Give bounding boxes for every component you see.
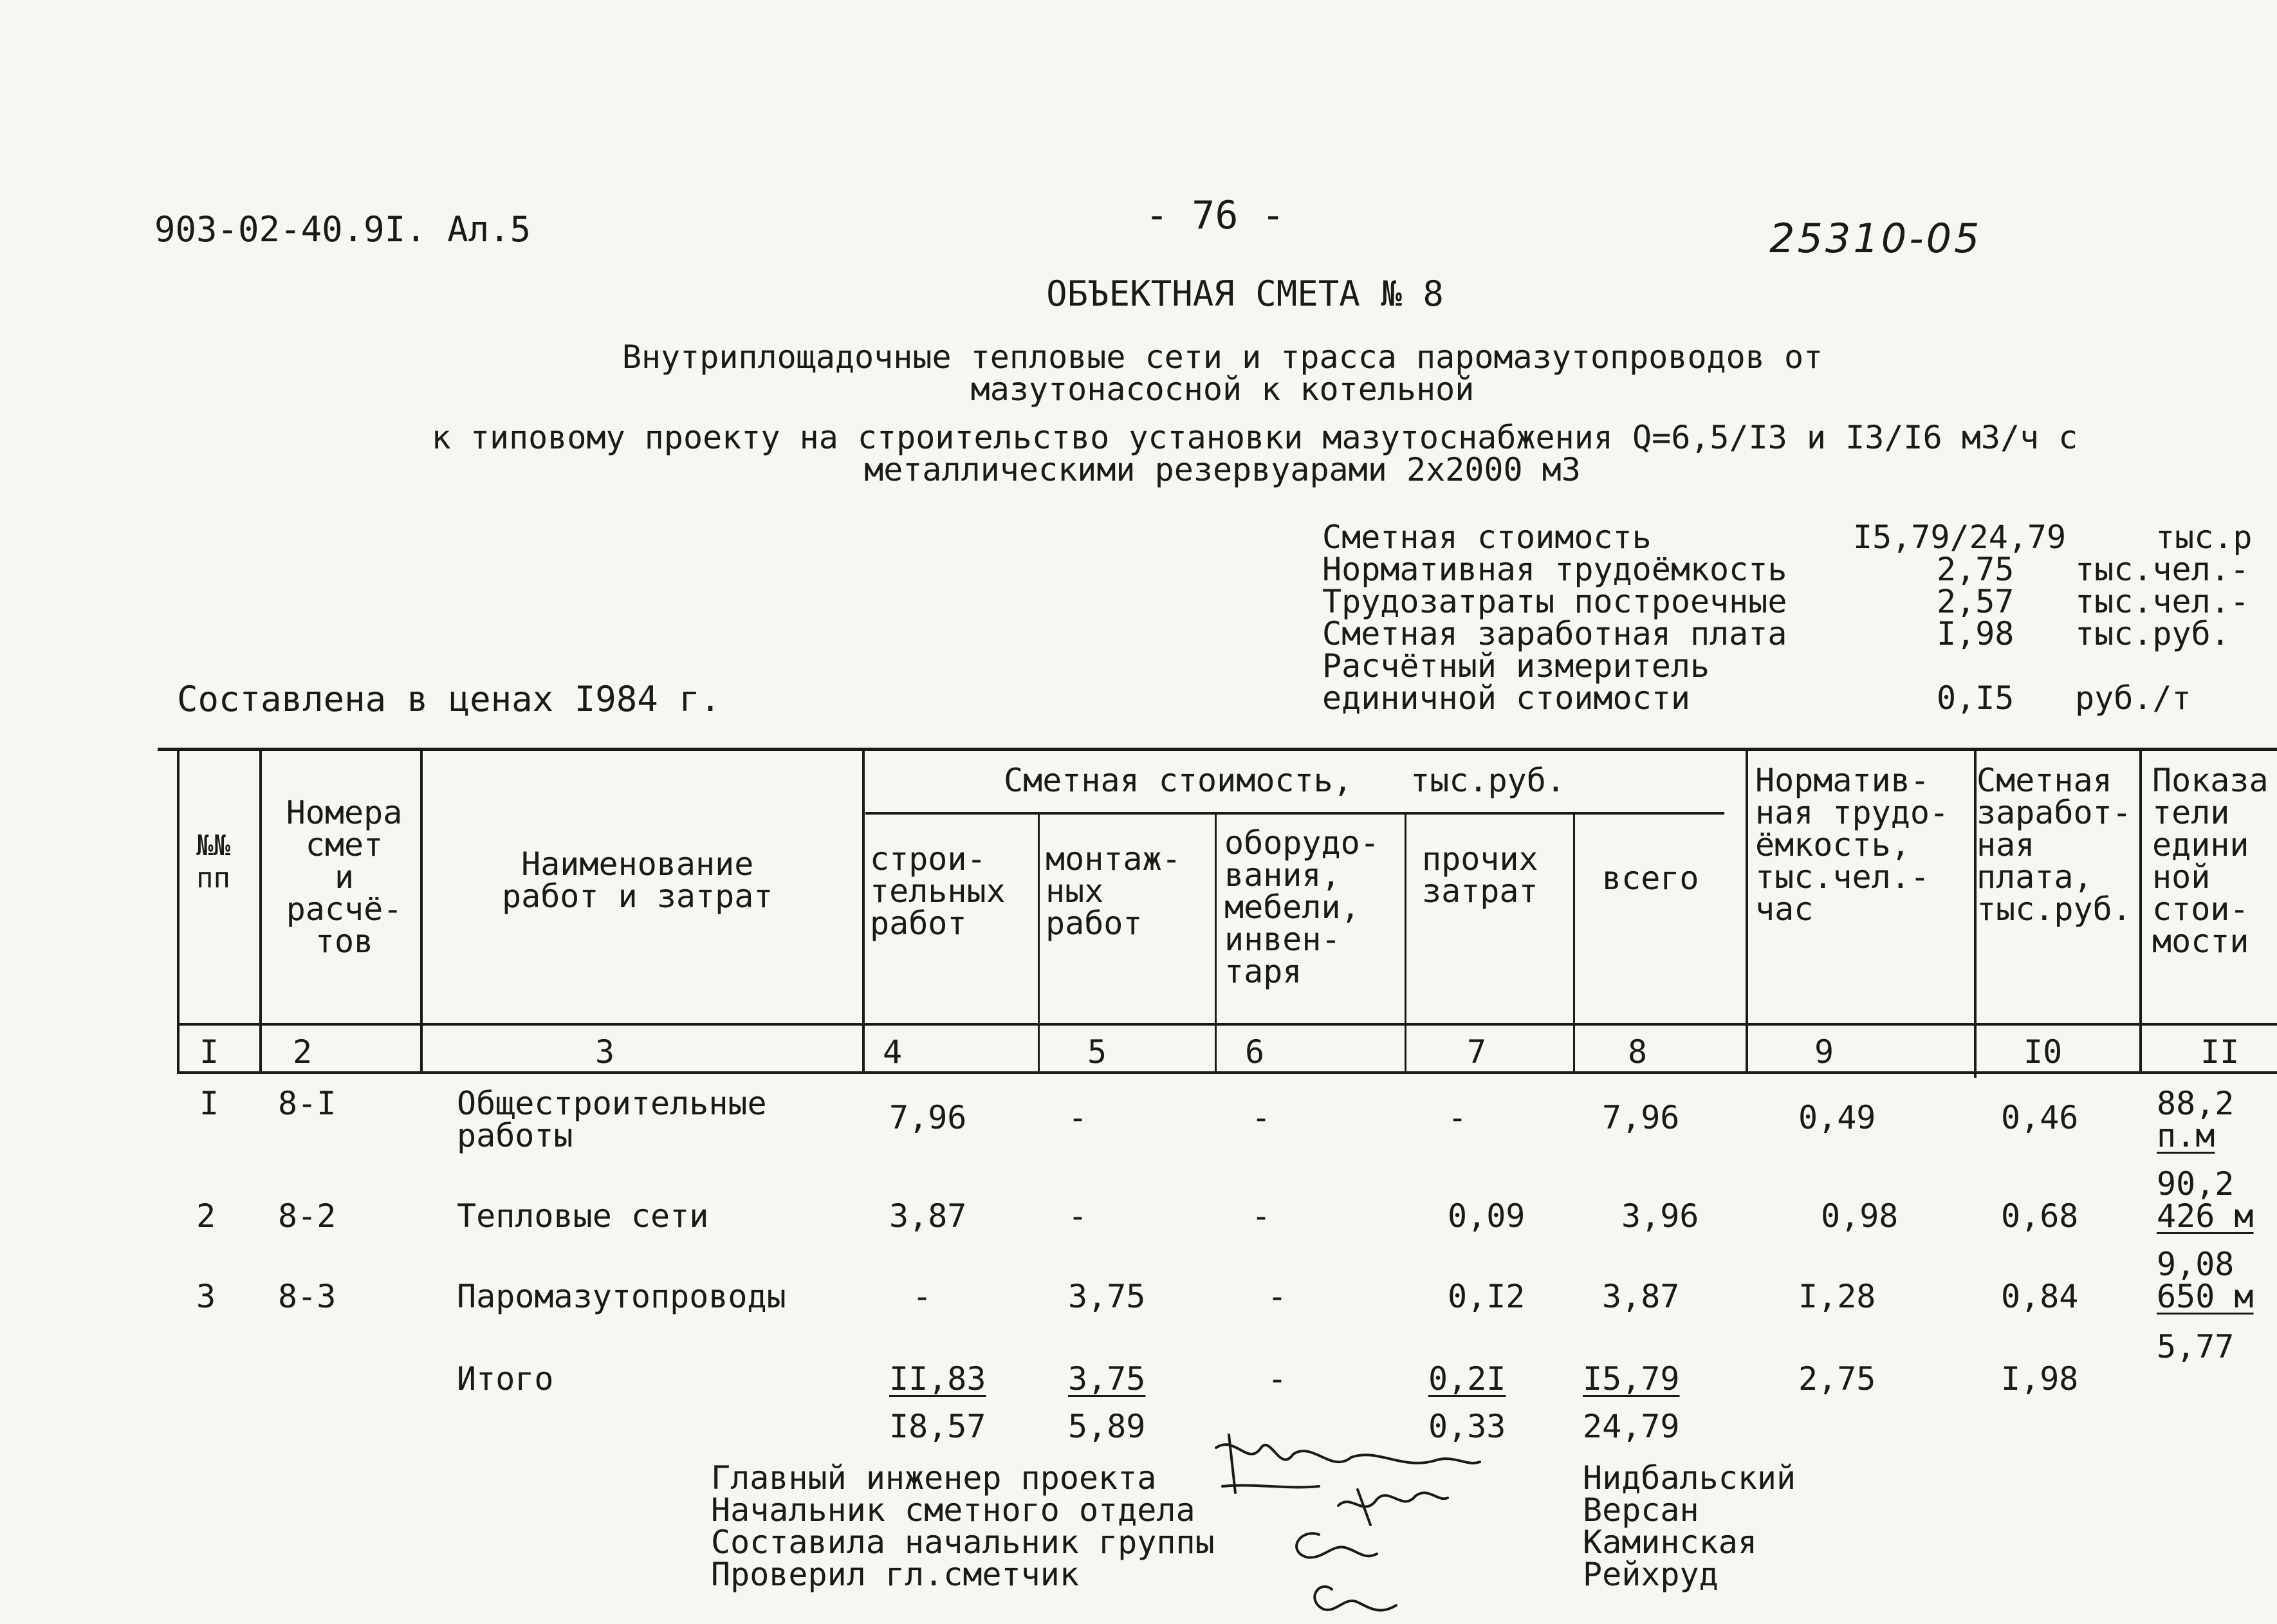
unit-cost-measure: п.м <box>2157 1117 2215 1154</box>
total-unit-cost: 5,77 <box>2157 1328 2235 1365</box>
total-installation: 3,75 <box>1068 1360 1146 1398</box>
column-divider <box>1215 814 1217 1071</box>
summary-label: Сметная заработная плата <box>1322 615 1787 652</box>
column-divider <box>862 750 865 1071</box>
group-header-rule <box>865 812 1724 815</box>
column-number: 7 <box>1467 1033 1487 1071</box>
summary-label: единичной стоимости <box>1322 679 1690 717</box>
work-name: Паромазутопроводы <box>457 1278 786 1315</box>
summary-unit: руб./т <box>2075 679 2191 717</box>
header-construction: строи- тельных работ <box>870 840 1006 942</box>
summary-value: 2,57 <box>1937 583 2014 620</box>
summary-unit: тыс.чел.- <box>2075 583 2249 620</box>
summary-unit: тыс.руб. <box>2075 615 2230 652</box>
labor-intensity: 0,49 <box>1798 1099 1876 1136</box>
equipment-cost: - <box>1251 1099 1271 1136</box>
header-wages: Сметная заработ- ная плата, тыс.руб. <box>1977 762 2132 928</box>
total-label: Итого <box>457 1360 554 1398</box>
signature-name: Нидбальский <box>1583 1459 1796 1497</box>
stamp-number: 25310-05 <box>1769 215 1982 262</box>
prices-note: Составлена в ценах I984 г. <box>177 679 721 719</box>
total-other: 0,2I <box>1428 1360 1506 1398</box>
signature-name: Версан <box>1583 1491 1699 1529</box>
total-installation-alt: 5,89 <box>1068 1408 1146 1445</box>
column-number: 9 <box>1814 1033 1834 1071</box>
column-number: 6 <box>1245 1033 1265 1071</box>
summary-unit: тыс.чел.- <box>2075 551 2249 588</box>
header-labor-intensity: Норматив- ная трудо- ёмкость, тыс.чел.- час <box>1755 762 1950 928</box>
row-number: 2 <box>196 1197 216 1235</box>
row-number: I <box>199 1085 219 1122</box>
total-equipment: - <box>1268 1360 1287 1398</box>
summary-value: 2,75 <box>1937 551 2014 588</box>
total-wages: I,98 <box>2001 1360 2079 1398</box>
project-line-2: металлическими резервуарами 2х2000 м3 <box>864 451 1581 488</box>
summary-label: Трудозатраты построечные <box>1322 583 1787 620</box>
header-bottom-rule <box>177 1023 2277 1026</box>
unit-cost-value: 9,08 <box>2157 1246 2235 1283</box>
column-divider <box>2139 750 2142 1071</box>
summary-label: Сметная стоимость <box>1322 519 1652 556</box>
unit-cost-measure: 426 м <box>2157 1197 2254 1235</box>
other-cost: 0,I2 <box>1448 1278 1526 1315</box>
unit-cost-value: 90,2 <box>2157 1165 2235 1203</box>
row-number: 3 <box>196 1278 216 1315</box>
work-name-continued: работы <box>457 1117 573 1154</box>
group-header-estimated-cost: Сметная стоимость, тыс.руб. <box>1004 762 1565 799</box>
construction-cost: 3,87 <box>889 1197 967 1235</box>
column-number: 2 <box>293 1033 313 1071</box>
header-work-name: Наименование работ и затрат <box>502 845 773 915</box>
work-name: Общестроительные <box>457 1085 767 1122</box>
total-construction-alt: I8,57 <box>889 1408 986 1445</box>
column-number: 4 <box>883 1033 903 1071</box>
header-total: всего <box>1602 860 1699 897</box>
column-divider <box>420 750 423 1071</box>
other-cost: 0,09 <box>1448 1197 1526 1235</box>
column-number: I0 <box>2023 1033 2063 1071</box>
column-divider <box>1573 814 1575 1071</box>
total-sum: I5,79 <box>1583 1360 1680 1398</box>
column-divider <box>259 750 262 1071</box>
summary-unit: тыс.р <box>2155 519 2253 556</box>
estimate-code: 8-2 <box>278 1197 336 1235</box>
equipment-cost: - <box>1268 1278 1287 1315</box>
summary-label: Расчётный измеритель <box>1322 647 1710 685</box>
handwritten-signatures <box>1210 1422 1544 1624</box>
other-cost: - <box>1448 1099 1468 1136</box>
column-number: 3 <box>595 1033 615 1071</box>
installation-cost: - <box>1068 1197 1088 1235</box>
total-other-alt: 0,33 <box>1428 1408 1506 1445</box>
total-cost: 3,96 <box>1621 1197 1699 1235</box>
signature-name: Рейхруд <box>1583 1556 1719 1593</box>
total-cost: 7,96 <box>1602 1099 1680 1136</box>
total-cost: 3,87 <box>1602 1278 1680 1315</box>
labor-intensity: 0,98 <box>1821 1197 1899 1235</box>
project-line-1: к типовому проекту на строительство установки мазутоснабжения Q=6,5/I3 и I3/I6 м3/ч с <box>431 419 2078 456</box>
signature-role: Проверил гл.сметчик <box>711 1556 1079 1593</box>
column-number: I <box>199 1033 219 1071</box>
column-numbers-rule <box>177 1071 2277 1074</box>
header-installation: монтаж- ных работ <box>1046 840 1181 942</box>
column-divider <box>1405 814 1406 1071</box>
header-other-costs: прочих затрат <box>1422 840 1538 910</box>
unit-cost-value: 88,2 <box>2157 1085 2235 1122</box>
wages: 0,84 <box>2001 1278 2079 1315</box>
signature-name: Каминская <box>1583 1524 1757 1561</box>
header-estimate-numbers: Номера смет и расчё- тов <box>286 794 403 960</box>
estimate-code: 8-3 <box>278 1278 336 1315</box>
wages: 0,68 <box>2001 1197 2079 1235</box>
header-row-number: №№ пп <box>196 829 230 894</box>
summary-value: 0,I5 <box>1937 679 2014 717</box>
table-top-border <box>158 748 2277 751</box>
column-number: 5 <box>1087 1033 1107 1071</box>
subtitle-line-1: Внутриплощадочные тепловые сети и трасса паромазутопроводов от <box>622 338 1823 376</box>
installation-cost: - <box>1068 1099 1088 1136</box>
estimate-code: 8-I <box>278 1085 336 1122</box>
construction-cost: - <box>912 1278 932 1315</box>
unit-cost-measure: 650 м <box>2157 1278 2254 1315</box>
signature-role: Составила начальник группы <box>711 1524 1215 1561</box>
work-name: Тепловые сети <box>457 1197 709 1235</box>
document-title: ОБЪЕКТНАЯ СМЕТА № 8 <box>1046 273 1444 314</box>
subtitle-line-2: мазутонасосной к котельной <box>970 371 1475 408</box>
column-number: 8 <box>1628 1033 1648 1071</box>
header-unit-cost: Показа тели едини ной стои- мости <box>2152 762 2269 960</box>
labor-intensity: I,28 <box>1798 1278 1876 1315</box>
wages: 0,46 <box>2001 1099 2079 1136</box>
column-divider <box>1746 750 1748 1071</box>
column-number: II <box>2200 1033 2240 1071</box>
construction-cost: 7,96 <box>889 1099 967 1136</box>
header-equipment: оборудо- вания, мебели, инвен- таря <box>1224 824 1379 990</box>
summary-value: I5,79/24,79 <box>1853 519 2067 556</box>
document-code: 903-02-40.9I. Ал.5 <box>154 209 531 250</box>
signature-role: Начальник сметного отдела <box>711 1491 1195 1529</box>
installation-cost: 3,75 <box>1068 1278 1146 1315</box>
column-divider <box>177 750 180 1071</box>
page-number: - 76 - <box>1145 193 1285 238</box>
signature-role: Главный инженер проекта <box>711 1459 1157 1497</box>
summary-label: Нормативная трудоёмкость <box>1322 551 1787 588</box>
total-labor-intensity: 2,75 <box>1798 1360 1876 1398</box>
column-divider <box>1038 814 1040 1071</box>
total-construction: II,83 <box>889 1360 986 1398</box>
summary-value: I,98 <box>1937 615 2014 652</box>
equipment-cost: - <box>1251 1197 1271 1235</box>
total-sum-alt: 24,79 <box>1583 1408 1680 1445</box>
